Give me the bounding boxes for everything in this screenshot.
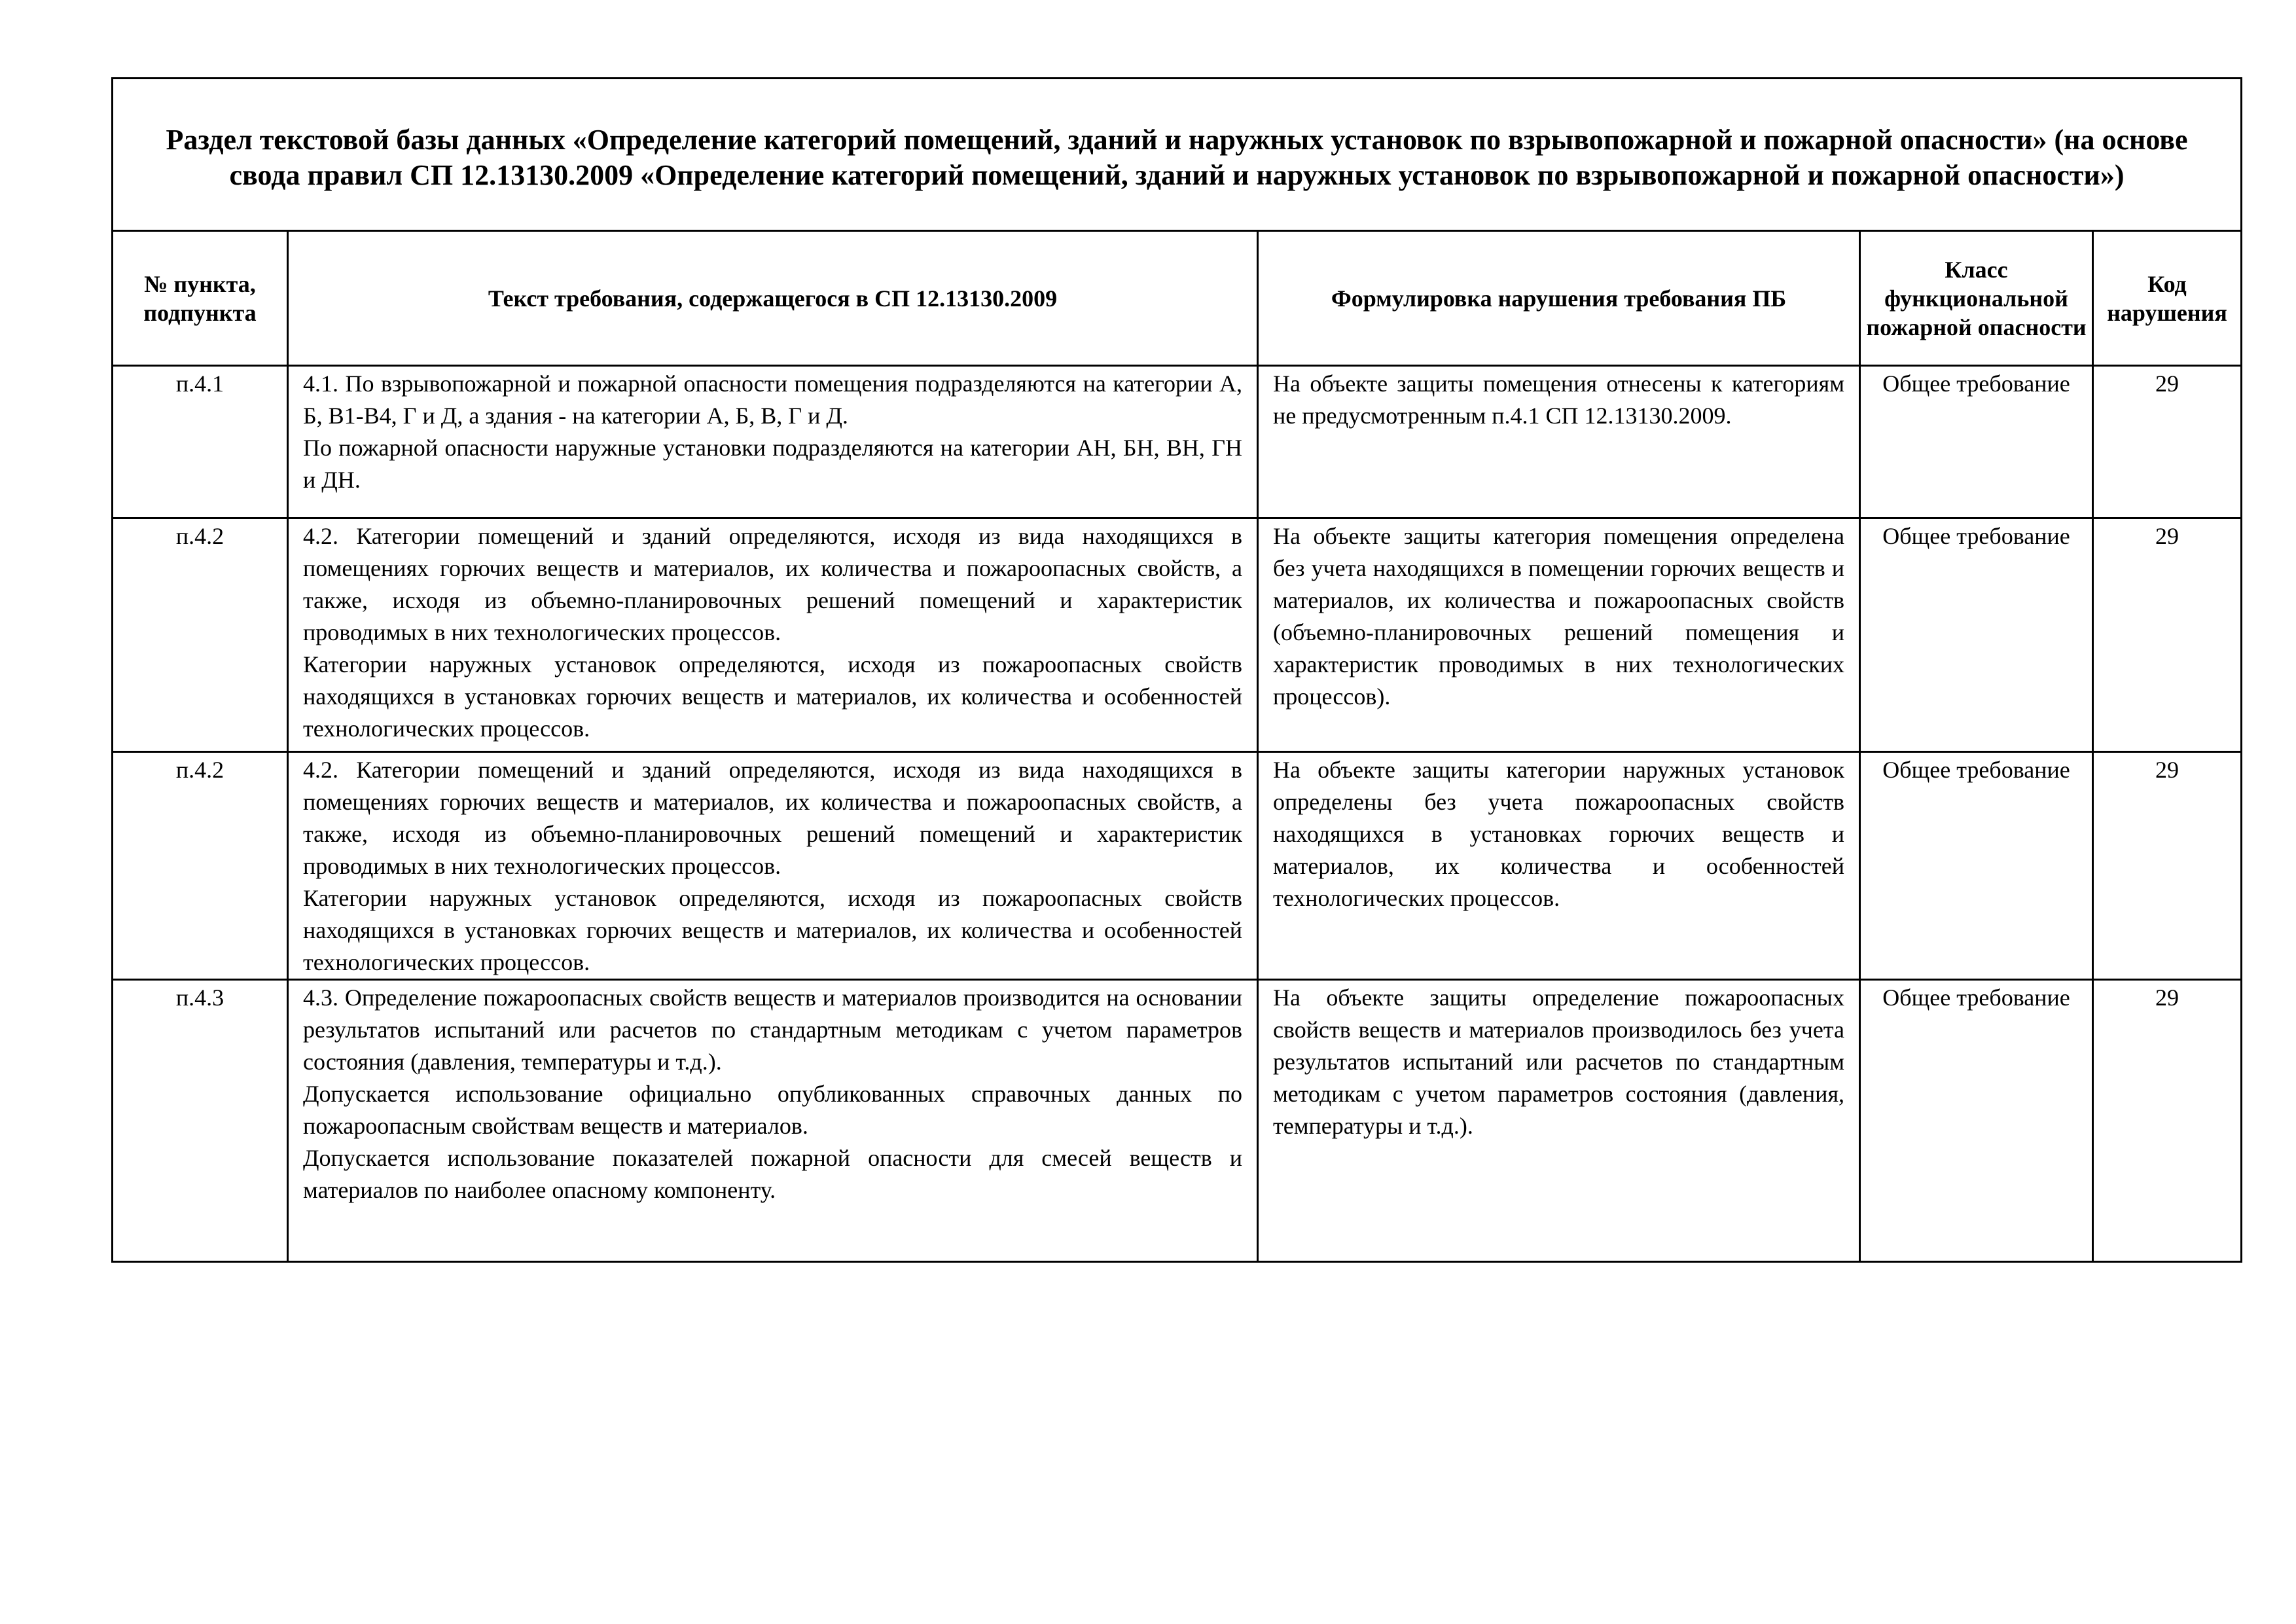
row-clause-number: п.4.2 <box>113 518 288 752</box>
row-hazard-class: Общее требование <box>1860 752 2093 980</box>
row-violation-text: На объекте защиты определение пожароопасных свойств веществ и материалов производилось без учета результатов испытаний или расчетов по стандартным методикам с учетом параметров состояния (давления, температуры и т.д.). <box>1258 980 1860 1262</box>
requirement-paragraph: Категории наружных установок определяются, исходя из пожароопасных свойств находящихся в установках горючих веществ и материалов, их количества и особенностей технологических процессов. <box>303 651 1242 742</box>
requirement-paragraph: 4.3. Определение пожароопасных свойств веществ и материалов производится на основании результатов испытаний или расчетов по стандартным методикам с учетом параметров состояния (давления, температуры и т.д.). <box>303 984 1242 1075</box>
row-hazard-class: Общее требование <box>1860 366 2093 518</box>
header-violation: Формулировка нарушения требования ПБ <box>1258 231 1860 366</box>
table-row <box>113 518 2242 752</box>
requirement-paragraph: 4.1. По взрывопожарной и пожарной опасности помещения подразделяются на категории А, Б, В1-В4, Г и Д, а здания - на категории А, Б, В, Г и Д. <box>303 370 1242 429</box>
requirement-paragraph: Допускается использование официально опубликованных справочных данных по пожароопасным свойствам веществ и материалов. <box>303 1081 1242 1139</box>
row-requirement-text <box>288 980 1258 1262</box>
requirement-paragraph: Категории наружных установок определяются, исходя из пожароопасных свойств находящихся в установках горючих веществ и материалов, их количества и особенностей технологических процессов. <box>303 885 1242 975</box>
row-violation-code: 29 <box>2093 518 2242 752</box>
requirement-paragraph: По пожарной опасности наружные установки подразделяются на категории АН, БН, ВН, ГН и ДН. <box>303 435 1242 493</box>
requirement-paragraph: 4.2. Категории помещений и зданий определяются, исходя из вида находящихся в помещениях горючих веществ и материалов, их количества и пожароопасных свойств, а также, исходя из объемно-планировочных решений помещений и характеристик проводимых в них технологических процессов. <box>303 757 1242 879</box>
row-violation-code: 29 <box>2093 366 2242 518</box>
table-row <box>113 752 2242 980</box>
title-row <box>113 79 2242 231</box>
row-violation-text: На объекте защиты категории наружных установок определены без учета пожароопасных свойств находящихся в установках горючих веществ и материалов, их количества и особенностей технологических процессов. <box>1258 752 1860 980</box>
row-violation-code: 29 <box>2093 980 2242 1262</box>
row-hazard-class: Общее требование <box>1860 980 2093 1262</box>
requirement-paragraph: Допускается использование показателей пожарной опасности для смесей веществ и материалов по наиболее опасному компоненту. <box>303 1145 1242 1203</box>
row-clause-number: п.4.3 <box>113 980 288 1262</box>
table-row <box>113 366 2242 518</box>
row-violation-code: 29 <box>2093 752 2242 980</box>
row-requirement-text <box>288 366 1258 518</box>
row-clause-number: п.4.1 <box>113 366 288 518</box>
table-row <box>113 980 2242 1262</box>
document-title: Раздел текстовой базы данных «Определение категорий помещений, зданий и наружных установок по взрывопожарной и пожарной опасности» (на основе свода правил СП 12.13130.2009 «Определение категорий помещений, зданий и наружных установок по взрывопожарной и пожарной опасности») <box>113 79 2242 231</box>
row-violation-text: На объекте защиты помещения отнесены к категориям не предусмотренным п.4.1 СП 12.13130.2009. <box>1258 366 1860 518</box>
violations-table <box>111 77 2242 1263</box>
document-page <box>111 77 2240 1263</box>
header-num: № пункта, подпункта <box>113 231 288 366</box>
row-requirement-text <box>288 518 1258 752</box>
header-class: Класс функциональной пожарной опасности <box>1860 231 2093 366</box>
requirement-paragraph: 4.2. Категории помещений и зданий определяются, исходя из вида находящихся в помещениях горючих веществ и материалов, их количества и пожароопасных свойств, а также, исходя из объемно-планировочных решений помещений и характеристик проводимых в них технологических процессов. <box>303 523 1242 645</box>
row-violation-text: На объекте защиты категория помещения определена без учета находящихся в помещении горючих веществ и материалов, их количества и пожароопасных свойств (объемно-планировочных решений помещения и характеристик проводимых в них технологических процессов). <box>1258 518 1860 752</box>
row-requirement-text <box>288 752 1258 980</box>
header-code: Код нарушения <box>2093 231 2242 366</box>
header-row <box>113 231 2242 366</box>
header-text: Текст требования, содержащегося в СП 12.13130.2009 <box>288 231 1258 366</box>
row-clause-number: п.4.2 <box>113 752 288 980</box>
row-hazard-class: Общее требование <box>1860 518 2093 752</box>
